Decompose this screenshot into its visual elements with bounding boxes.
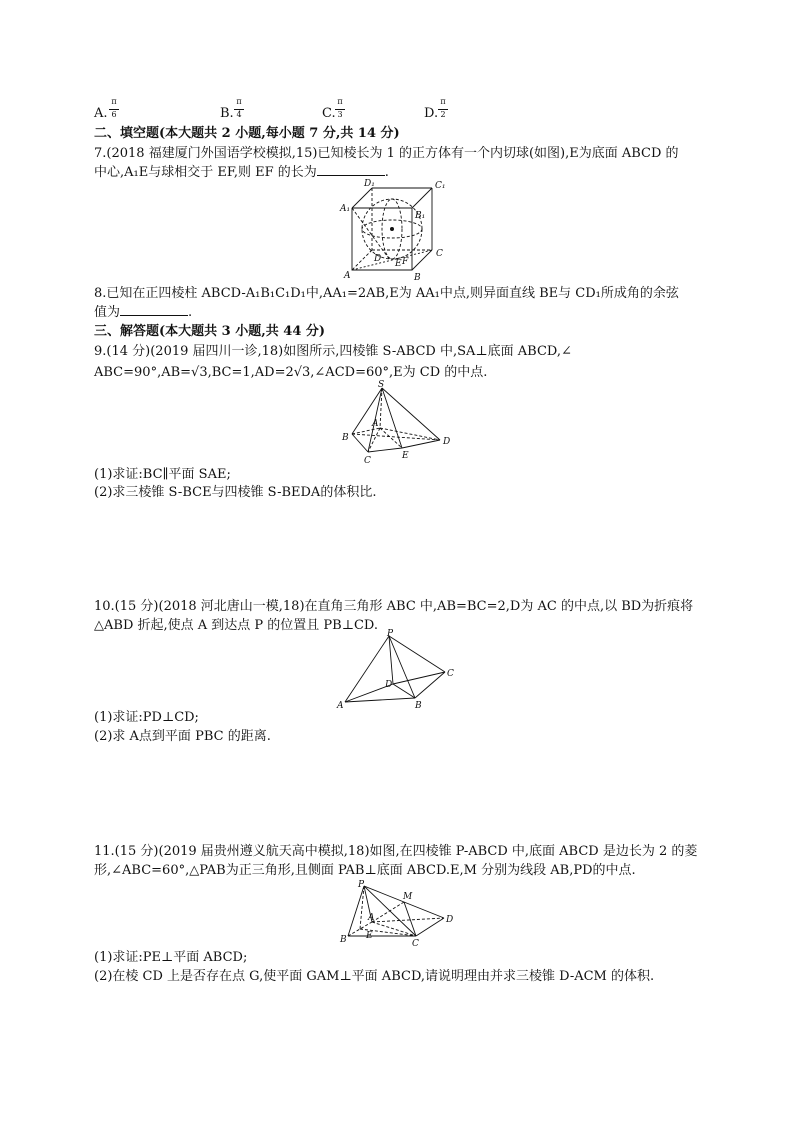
q7-text-line2: 中心,A₁E与球相交于 EF,则 EF 的长为 bbox=[94, 165, 317, 180]
q9-fig-label-d: D bbox=[443, 437, 451, 447]
q9-fig-label-e: E bbox=[402, 451, 409, 461]
q8-text-line2-wrap bbox=[94, 303, 192, 322]
q9-part1: (1)求证:BC∥平面 SAE; bbox=[94, 467, 231, 482]
q9-fig-label-c: C bbox=[364, 456, 371, 466]
option-d-numerator: π bbox=[440, 97, 446, 106]
q11-text-line2: 形,∠ABC=60°,△PAB为正三角形,且侧面 PAB⊥底面 ABCD.E,M 分别为线段 AB,PD的中点. bbox=[94, 863, 636, 878]
q10-text-line2: △ABD 折起,使点 A 到达点 P 的位置且 PB⊥CD. bbox=[94, 618, 378, 633]
q10-fig-label-a: A bbox=[337, 701, 344, 711]
q10-fig-label-d: D bbox=[385, 680, 393, 690]
q7-fig-label-b1: B₁ bbox=[415, 211, 426, 221]
q10-fig-label-b: B bbox=[415, 701, 422, 711]
q7-fig-label-e: E bbox=[395, 259, 402, 269]
q7-fig-label-c: C bbox=[436, 249, 443, 259]
q11-pyramid-figure bbox=[340, 880, 462, 948]
q11-fig-label-b: B bbox=[340, 935, 347, 945]
section-heading-solve: 三、解答题(本大题共 3 小题,共 44 分) bbox=[94, 324, 326, 339]
option-d-denominator: 2 bbox=[438, 109, 448, 119]
q7-text-line1: 7.(2018 福建厦门外国语学校模拟,15)已知棱长为 1 的正方体有一个内切球(如图),E为底面 ABCD 的 bbox=[94, 146, 679, 161]
q11-fig-label-c: C bbox=[412, 939, 419, 949]
option-d-label: D. bbox=[424, 106, 439, 121]
q9-fig-label-s: S bbox=[378, 380, 385, 390]
option-b-denominator: 4 bbox=[234, 109, 244, 119]
q11-fig-label-d: D bbox=[446, 915, 454, 925]
q7-fig-label-a: A bbox=[344, 271, 351, 281]
q7-fig-label-c1: C₁ bbox=[435, 181, 446, 191]
q9-pyramid-figure bbox=[340, 382, 452, 466]
q7-fig-label-f: F bbox=[402, 257, 409, 267]
option-c-numerator: π bbox=[337, 97, 343, 106]
q9-text-line1: 9.(14 分)(2019 届四川一诊,18)如图所示,四棱锥 S-ABCD 中,SA⊥底面 ABCD,∠ bbox=[94, 344, 572, 359]
q10-text-line1: 10.(15 分)(2018 河北唐山一模,18)在直角三角形 ABC 中,AB=BC=2,D为 AC 的中点,以 BD为折痕将 bbox=[94, 599, 694, 614]
section-heading-fill-in: 二、填空题(本大题共 2 小题,每小题 7 分,共 14 分) bbox=[94, 126, 400, 141]
q8-answer-blank bbox=[120, 303, 188, 316]
q11-fig-label-p: P bbox=[358, 880, 365, 890]
q9-fig-label-b: B bbox=[342, 433, 349, 443]
q11-fig-label-m: M bbox=[403, 892, 413, 902]
q8-text-line2: 值为 bbox=[94, 305, 121, 320]
q10-fig-label-p: P bbox=[387, 629, 394, 639]
q7-fig-label-b: B bbox=[414, 273, 421, 283]
q11-fig-label-a: A bbox=[368, 913, 375, 923]
option-c-denominator: 3 bbox=[335, 109, 345, 119]
option-b-numerator: π bbox=[236, 97, 242, 106]
q8-text-line1: 8.已知在正四棱柱 ABCD-A₁B₁C₁D₁中,AA₁=2AB,E为 AA₁中点,则异面直线 BE与 CD₁所成角的余弦 bbox=[94, 286, 679, 301]
q11-part2: (2)在棱 CD 上是否存在点 G,使平面 GAM⊥平面 ABCD,请说明理由并求三棱锥 D-ACM 的体积. bbox=[94, 969, 655, 984]
q10-folded-triangle-figure bbox=[337, 629, 461, 712]
option-b-label: B. bbox=[220, 106, 234, 121]
q7-line2-end: . bbox=[384, 165, 389, 180]
option-a-denominator: 6 bbox=[109, 109, 119, 119]
q11-part1: (1)求证:PE⊥平面 ABCD; bbox=[94, 950, 248, 965]
q8-line2-end: . bbox=[188, 305, 193, 320]
q9-text-line2: ABC=90°,AB=√3,BC=1,AD=2√3,∠ACD=60°,E为 CD 的中点. bbox=[94, 365, 488, 380]
q7-cube-sphere-figure bbox=[340, 178, 470, 282]
option-c-label: C. bbox=[322, 106, 336, 121]
q9-fig-label-a: A bbox=[372, 419, 379, 429]
q7-fig-label-d: D bbox=[374, 254, 382, 264]
option-a-label: A. bbox=[94, 106, 108, 121]
q10-fig-label-c: C bbox=[447, 669, 454, 679]
q7-fig-label-a1: A₁ bbox=[340, 204, 351, 214]
q7-fig-label-d1: D₁ bbox=[364, 179, 375, 189]
q11-fig-label-e: E bbox=[366, 931, 373, 941]
q10-part1: (1)求证:PD⊥CD; bbox=[94, 710, 199, 725]
q9-part2: (2)求三棱锥 S-BCE与四棱锥 S-BEDA的体积比. bbox=[94, 485, 377, 500]
q11-text-line1: 11.(15 分)(2019 届贵州遵义航天高中模拟,18)如图,在四棱锥 P-ABCD 中,底面 ABCD 是边长为 2 的菱 bbox=[94, 844, 698, 859]
q7-answer-blank bbox=[317, 163, 385, 176]
option-a-numerator: π bbox=[111, 97, 117, 106]
q10-part2: (2)求 A点到平面 PBC 的距离. bbox=[94, 729, 271, 744]
